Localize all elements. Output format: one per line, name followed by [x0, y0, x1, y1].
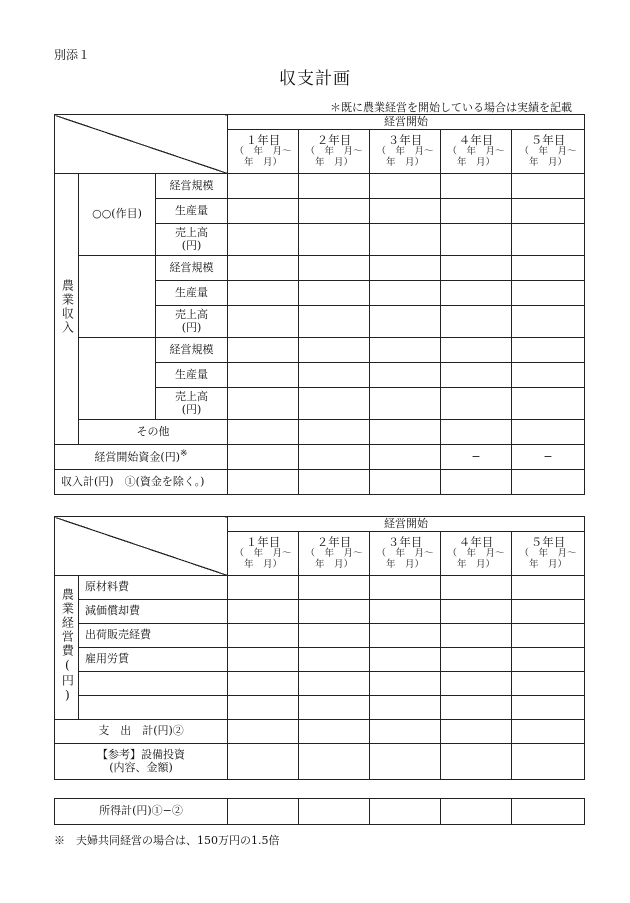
input-cell[interactable] — [512, 672, 585, 696]
input-cell[interactable] — [512, 256, 585, 281]
year-header-5: ５年目 （ 年 月〜 年 月） — [512, 130, 585, 174]
input-cell[interactable] — [512, 720, 585, 744]
year-header-1: １年目 （ 年 月〜 年 月） — [228, 130, 299, 174]
other-label: その他 — [79, 420, 228, 445]
footnote: ※ 夫婦共同経営の場合は、150万円の1.5倍 — [54, 834, 280, 847]
input-cell[interactable] — [370, 224, 441, 256]
input-cell[interactable] — [441, 420, 512, 445]
input-cell[interactable] — [441, 199, 512, 224]
start-funds-mark: ※ — [180, 449, 188, 460]
input-cell[interactable] — [228, 600, 299, 624]
input-cell[interactable] — [228, 338, 299, 363]
input-cell[interactable] — [299, 672, 370, 696]
row-label-production: 生産量 — [156, 363, 228, 388]
input-cell[interactable] — [370, 600, 441, 624]
input-cell[interactable] — [299, 799, 370, 825]
row-label-production: 生産量 — [156, 199, 228, 224]
top-note: ＊既に農業経営を開始している場合は実績を記載 — [330, 101, 572, 114]
input-cell[interactable] — [370, 281, 441, 306]
input-cell[interactable] — [370, 256, 441, 281]
row-label-sales: 売上高 (円) — [156, 388, 228, 420]
input-cell[interactable] — [512, 624, 585, 648]
input-cell[interactable] — [441, 281, 512, 306]
input-cell[interactable] — [441, 256, 512, 281]
input-cell[interactable] — [441, 624, 512, 648]
input-cell[interactable] — [370, 338, 441, 363]
year-header-4: ４年目 （ 年 月〜 年 月） — [441, 130, 512, 174]
input-cell[interactable] — [228, 199, 299, 224]
input-cell[interactable] — [370, 648, 441, 672]
input-cell[interactable] — [228, 720, 299, 744]
input-cell[interactable] — [228, 576, 299, 600]
input-cell[interactable] — [441, 600, 512, 624]
income-total-row-label: 所得計(円)①−② — [55, 799, 228, 825]
management-start-header: 経営開始 — [228, 115, 585, 130]
input-cell[interactable] — [441, 224, 512, 256]
input-cell[interactable] — [512, 174, 585, 199]
input-cell[interactable] — [228, 648, 299, 672]
page-title: 収支計画 — [279, 69, 351, 89]
input-cell[interactable] — [228, 256, 299, 281]
year-header-1: １年目 （ 年 月〜 年 月） — [228, 532, 299, 576]
expense-section-label: 農業経営費(円) — [55, 576, 79, 720]
expense-item-raw-materials: 原材料費 — [79, 576, 228, 600]
input-cell[interactable] — [299, 199, 370, 224]
input-cell[interactable] — [512, 363, 585, 388]
input-cell[interactable] — [441, 648, 512, 672]
input-cell[interactable] — [512, 799, 585, 825]
input-cell[interactable] — [299, 363, 370, 388]
income-total-table — [54, 798, 585, 825]
input-cell[interactable] — [228, 363, 299, 388]
year-header-2: ２年目 （ 年 月〜 年 月） — [299, 532, 370, 576]
input-cell[interactable] — [512, 600, 585, 624]
expense-table — [54, 516, 585, 780]
capex-reference-label: 【参考】設備投資 (内容、金額) — [55, 744, 228, 780]
input-cell[interactable] — [228, 744, 299, 780]
input-cell[interactable] — [512, 306, 585, 338]
input-cell[interactable] — [370, 388, 441, 420]
input-cell[interactable] — [228, 696, 299, 720]
input-cell[interactable] — [441, 672, 512, 696]
input-cell[interactable] — [299, 648, 370, 672]
input-cell[interactable] — [441, 306, 512, 338]
year-header-2: ２年目 （ 年 月〜 年 月） — [299, 130, 370, 174]
year-header-3: ３年目 （ 年 月〜 年 月） — [370, 532, 441, 576]
input-cell[interactable] — [299, 600, 370, 624]
input-cell[interactable] — [299, 256, 370, 281]
input-cell[interactable] — [370, 420, 441, 445]
input-cell[interactable] — [299, 576, 370, 600]
input-cell[interactable] — [512, 199, 585, 224]
input-cell[interactable] — [512, 281, 585, 306]
input-cell[interactable] — [370, 174, 441, 199]
input-cell[interactable] — [228, 799, 299, 825]
input-cell[interactable] — [299, 420, 370, 445]
input-cell[interactable] — [441, 576, 512, 600]
input-cell[interactable] — [228, 672, 299, 696]
input-cell[interactable] — [370, 720, 441, 744]
header-diagonal-cell — [55, 115, 228, 174]
input-cell[interactable] — [228, 388, 299, 420]
input-cell[interactable] — [370, 470, 441, 495]
input-cell[interactable] — [441, 744, 512, 780]
input-cell[interactable] — [228, 470, 299, 495]
input-cell[interactable] — [228, 420, 299, 445]
input-cell[interactable] — [299, 744, 370, 780]
input-cell[interactable] — [299, 174, 370, 199]
dash-cell: − — [441, 445, 512, 470]
expense-item-depreciation: 減価償却費 — [79, 600, 228, 624]
management-start-header: 経営開始 — [228, 517, 585, 532]
income-section-label: 農業収入 — [55, 174, 79, 445]
dash-cell: − — [512, 445, 585, 470]
input-cell[interactable] — [299, 720, 370, 744]
input-cell[interactable] — [370, 624, 441, 648]
row-label-sales: 売上高 (円) — [156, 306, 228, 338]
input-cell[interactable] — [370, 363, 441, 388]
input-cell[interactable] — [441, 338, 512, 363]
input-cell[interactable] — [441, 696, 512, 720]
input-cell[interactable] — [370, 199, 441, 224]
input-cell[interactable] — [441, 799, 512, 825]
input-cell[interactable] — [370, 799, 441, 825]
input-cell[interactable] — [299, 281, 370, 306]
year-header-5: ５年目 （ 年 月〜 年 月） — [512, 532, 585, 576]
input-cell[interactable] — [512, 744, 585, 780]
input-cell[interactable] — [370, 576, 441, 600]
input-cell[interactable] — [370, 672, 441, 696]
input-cell[interactable] — [228, 306, 299, 338]
row-label-scale: 経営規模 — [156, 338, 228, 363]
input-cell[interactable] — [512, 696, 585, 720]
input-cell[interactable] — [512, 338, 585, 363]
input-cell[interactable] — [370, 696, 441, 720]
income-total-label: 収入計(円) ①(資金を除く。) — [55, 470, 228, 495]
input-cell[interactable] — [441, 720, 512, 744]
input-cell[interactable] — [512, 224, 585, 256]
input-cell[interactable] — [512, 470, 585, 495]
input-cell[interactable] — [441, 470, 512, 495]
header-diagonal-cell — [55, 517, 228, 576]
input-cell[interactable] — [370, 744, 441, 780]
input-cell[interactable] — [512, 388, 585, 420]
crop-label: ○○(作目) — [79, 174, 156, 256]
input-cell[interactable] — [512, 576, 585, 600]
input-cell[interactable] — [299, 445, 370, 470]
input-cell[interactable] — [228, 624, 299, 648]
attachment-label: 別添１ — [54, 48, 91, 62]
input-cell[interactable] — [228, 445, 299, 470]
input-cell[interactable] — [441, 363, 512, 388]
input-cell[interactable] — [299, 306, 370, 338]
input-cell[interactable] — [299, 624, 370, 648]
input-cell[interactable] — [228, 281, 299, 306]
input-cell[interactable] — [441, 388, 512, 420]
input-cell[interactable] — [299, 388, 370, 420]
input-cell[interactable] — [512, 420, 585, 445]
input-cell[interactable] — [228, 224, 299, 256]
expense-item-blank[interactable] — [79, 696, 228, 720]
input-cell[interactable] — [299, 224, 370, 256]
input-cell[interactable] — [370, 445, 441, 470]
start-funds-label: 経営開始資金(円)※ — [55, 445, 228, 470]
crop-label-blank[interactable] — [79, 338, 156, 420]
expense-total-label: 支 出 計(円)② — [55, 720, 228, 744]
input-cell[interactable] — [370, 306, 441, 338]
year-header-4: ４年目 （ 年 月〜 年 月） — [441, 532, 512, 576]
input-cell[interactable] — [512, 648, 585, 672]
input-cell[interactable] — [441, 174, 512, 199]
input-cell[interactable] — [228, 174, 299, 199]
expense-item-labor: 雇用労賃 — [79, 648, 228, 672]
income-table — [54, 114, 585, 495]
row-label-production: 生産量 — [156, 281, 228, 306]
row-label-scale: 経営規模 — [156, 256, 228, 281]
input-cell[interactable] — [299, 470, 370, 495]
expense-item-blank[interactable] — [79, 672, 228, 696]
crop-label-blank[interactable] — [79, 256, 156, 338]
year-header-3: ３年目 （ 年 月〜 年 月） — [370, 130, 441, 174]
input-cell[interactable] — [299, 696, 370, 720]
input-cell[interactable] — [299, 338, 370, 363]
row-label-sales: 売上高 (円) — [156, 224, 228, 256]
expense-item-shipping-sales: 出荷販売経費 — [79, 624, 228, 648]
row-label-scale: 経営規模 — [156, 174, 228, 199]
